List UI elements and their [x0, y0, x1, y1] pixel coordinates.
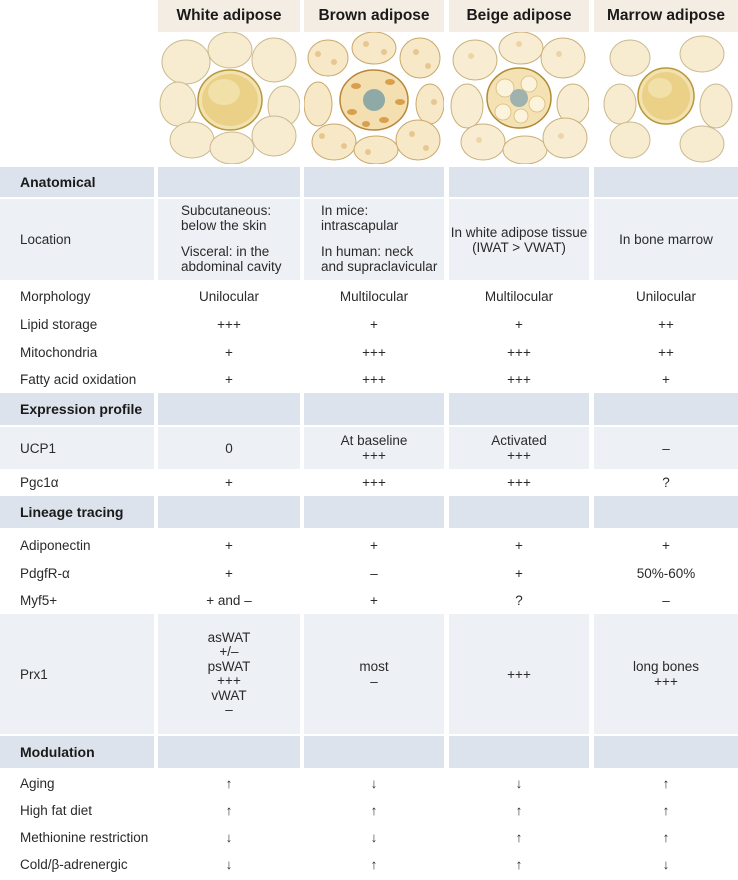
- section-anatomical: Anatomical: [20, 174, 96, 190]
- ucp1-brown-line2: +++: [362, 448, 386, 463]
- cell-pdgfr-beige: +: [515, 565, 523, 581]
- cell-morphology-marrow: Unilocular: [635, 288, 697, 304]
- cell-pdgfr-white: +: [225, 565, 233, 581]
- row-label-location: Location: [20, 232, 72, 247]
- cell-lipid-white: +++: [217, 316, 241, 332]
- brown-adipocyte-illustration: [304, 32, 444, 164]
- cell-pgc-marrow: ?: [662, 475, 670, 490]
- cell-fao-brown: +++: [362, 371, 386, 387]
- prx1-brown-line1: most: [359, 659, 389, 674]
- cell-hfd-marrow: ↑: [662, 803, 670, 818]
- cell-prx1-marrow: [594, 614, 738, 734]
- cell-pdgfr-brown: –: [370, 565, 378, 581]
- location-beige-line2: (IWAT > VWAT): [472, 239, 566, 255]
- cell-prx1-white: [158, 614, 300, 734]
- header-marrow: [594, 0, 738, 32]
- cell-cold-beige: ↑: [515, 857, 523, 872]
- cell-fao-white: +: [225, 371, 233, 387]
- cell-location-brown: [321, 203, 444, 274]
- cell-location-marrow: In bone marrow: [619, 232, 713, 247]
- row-label-aging: Aging: [20, 776, 55, 791]
- row-label-mitochondria: Mitochondria: [20, 344, 98, 360]
- ucp1-brown-line1: At baseline: [340, 433, 408, 448]
- row-label-cold-beta-adrenergic: Cold/β-adrenergic: [20, 857, 128, 872]
- cell-hfd-beige: ↑: [515, 803, 523, 818]
- row-label-morphology: Morphology: [20, 288, 91, 304]
- cell-methionine-marrow: ↑: [662, 830, 670, 845]
- row-label-myf5: Myf5+: [20, 593, 58, 608]
- cell-aging-marrow: ↑: [662, 776, 670, 791]
- cell-ucp1-marrow: –: [662, 440, 670, 456]
- header-white: [158, 0, 300, 32]
- cell-lipid-brown: +: [370, 316, 378, 332]
- row-label-pdgfr: PdgfR-α: [20, 565, 70, 581]
- cell-adipo-white: +: [225, 537, 233, 553]
- row-label-adiponectin: Adiponectin: [20, 537, 91, 553]
- cell-ucp1-white: 0: [225, 440, 233, 456]
- prx1-white-line6: –: [225, 702, 233, 717]
- cell-morphology-brown: Multilocular: [339, 288, 409, 304]
- ucp1-beige-line1: Activated: [491, 433, 547, 448]
- section-expression-profile: Expression profile: [20, 401, 143, 417]
- cell-adipo-brown: +: [370, 537, 378, 553]
- cell-ucp1-beige: [449, 427, 589, 469]
- location-beige-line1: In white adipose tissue: [450, 224, 588, 240]
- row-label-fatty-acid-oxidation: Fatty acid oxidation: [20, 371, 137, 387]
- prx1-white-line4: +++: [217, 673, 241, 688]
- cell-prx1-beige: +++: [507, 666, 531, 682]
- cell-aging-white: ↑: [225, 776, 233, 791]
- prx1-marrow-line2: +++: [654, 674, 678, 689]
- location-brown-line1: In mice:: [321, 203, 369, 218]
- header-beige: [449, 0, 589, 32]
- location-brown-line4: and supraclavicular: [321, 259, 438, 274]
- cell-ucp1-brown: [304, 427, 444, 469]
- row-label-lipid-storage: Lipid storage: [20, 316, 98, 332]
- row-label-methionine-restriction: Methionine restriction: [20, 830, 149, 845]
- cell-mito-brown: +++: [362, 344, 386, 360]
- cell-mito-beige: +++: [507, 344, 531, 360]
- cell-location-white: [181, 203, 300, 274]
- column-title-brown: Brown adipose: [318, 7, 430, 24]
- prx1-white-line5: vWAT: [211, 687, 247, 703]
- section-modulation: Modulation: [20, 744, 95, 760]
- cell-fao-beige: +++: [507, 371, 531, 387]
- cell-pgc-brown: +++: [362, 475, 386, 490]
- cell-cold-marrow: ↓: [662, 857, 670, 872]
- cell-aging-brown: ↓: [370, 776, 378, 791]
- cell-morphology-beige: Multilocular: [484, 288, 554, 304]
- column-title-beige: Beige adipose: [466, 7, 572, 24]
- prx1-white-line3: psWAT: [207, 658, 251, 674]
- location-white-line1: Subcutaneous:: [181, 203, 272, 218]
- cell-pdgfr-marrow: 50%-60%: [636, 565, 696, 581]
- location-white-line4: abdominal cavity: [181, 259, 282, 274]
- beige-adipocyte-illustration: [449, 32, 589, 164]
- row-label-pgc1a: Pgc1α: [20, 475, 59, 490]
- prx1-white-line2: +/–: [219, 644, 239, 659]
- cell-adipo-marrow: +: [662, 537, 670, 553]
- cell-lipid-marrow: ++: [658, 316, 674, 332]
- section-lineage-tracing: Lineage tracing: [20, 504, 124, 520]
- cell-lipid-beige: +: [515, 316, 523, 332]
- cell-adipo-beige: +: [515, 537, 523, 553]
- row-label-prx1: Prx1: [20, 666, 48, 682]
- column-title-white: White adipose: [176, 7, 282, 24]
- header-brown: [304, 0, 444, 32]
- location-white-line2: below the skin: [181, 218, 267, 233]
- cell-myf5-brown: +: [370, 593, 378, 608]
- cell-fao-marrow: +: [662, 371, 670, 387]
- cell-myf5-marrow: –: [662, 593, 670, 608]
- white-adipocyte-illustration: [158, 32, 300, 164]
- cell-prx1-brown: [304, 614, 444, 734]
- cell-pgc-white: +: [225, 475, 233, 490]
- cell-morphology-white: Unilocular: [198, 288, 260, 304]
- cell-hfd-white: ↑: [225, 803, 233, 818]
- cell-aging-beige: ↓: [515, 776, 523, 791]
- location-brown-line2: intrascapular: [321, 218, 399, 233]
- cell-myf5-white: + and –: [206, 593, 252, 608]
- location-brown-line3: In human: neck: [321, 244, 414, 259]
- prx1-white-line1: asWAT: [207, 629, 251, 645]
- cell-myf5-beige: ?: [515, 593, 523, 608]
- prx1-brown-line2: –: [370, 674, 378, 689]
- cell-pgc-beige: +++: [507, 475, 531, 490]
- marrow-adipocyte-illustration: [594, 32, 738, 164]
- cell-location-beige: [449, 199, 589, 280]
- cell-methionine-white: ↓: [225, 830, 233, 845]
- cell-cold-white: ↓: [225, 857, 233, 872]
- ucp1-beige-line2: +++: [507, 448, 531, 463]
- prx1-marrow-line1: long bones: [632, 659, 700, 674]
- cell-cold-brown: ↑: [370, 857, 378, 872]
- cell-methionine-beige: ↑: [515, 830, 523, 845]
- cell-mito-marrow: ++: [658, 344, 674, 360]
- row-label-high-fat-diet: High fat diet: [20, 803, 93, 818]
- cell-hfd-brown: ↑: [370, 803, 378, 818]
- cell-methionine-brown: ↓: [370, 830, 378, 845]
- row-label-ucp1: UCP1: [20, 440, 57, 456]
- column-title-marrow: Marrow adipose: [607, 7, 725, 24]
- location-white-line3: Visceral: in the: [181, 244, 270, 259]
- cell-mito-white: +: [225, 344, 233, 360]
